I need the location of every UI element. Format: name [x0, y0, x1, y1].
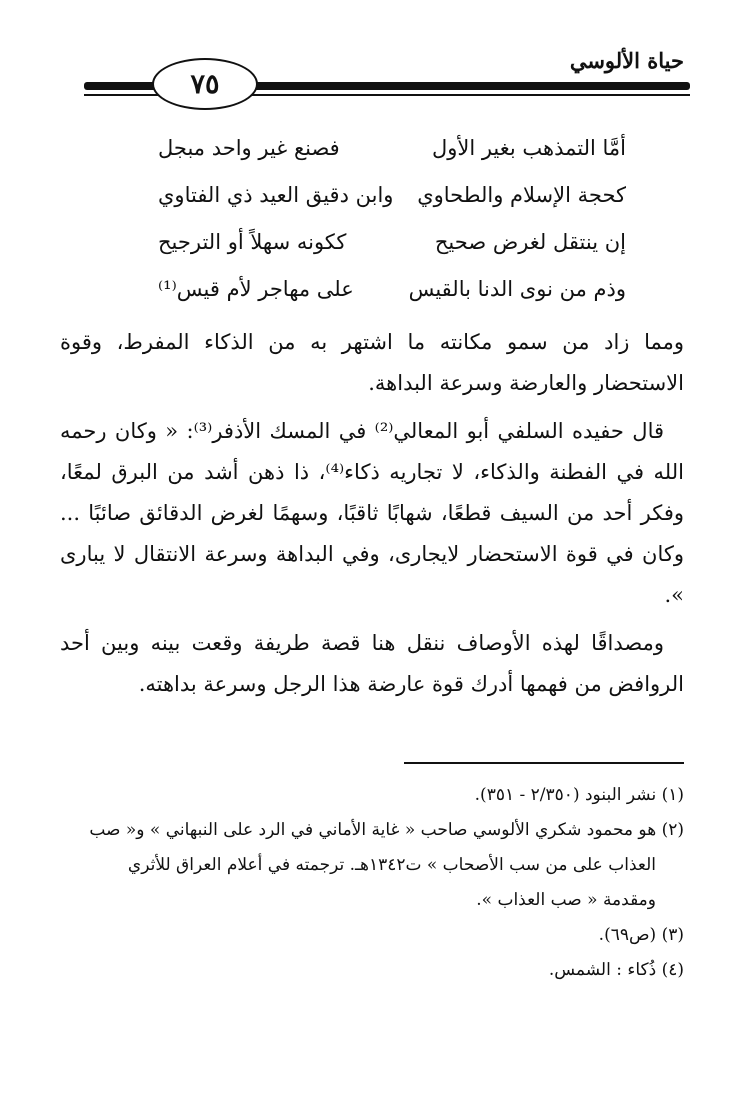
page-number: ٧٥ [152, 58, 258, 110]
verse-line [60, 230, 684, 277]
paragraph: ومما زاد من سمو مكانته ما اشتهر به من الذكاء المفرط، وقوة الاستحضار والعارضة وسرعة البداهة. [60, 330, 684, 395]
verse-line [60, 183, 684, 230]
verse-hemistich-first: أمَّا التمذهب بغير الأول [431, 136, 626, 160]
paragraph: ومصداقًا لهذه الأوصاف ننقل هنا قصة طريفة وقعت بينه وبين أحد الروافض من فهمها أدرك قوة عارضة هذا الرجل وسرعة بداهته. [60, 631, 684, 696]
footnote-2-continuation: ومقدمة « صب العذاب ». [476, 890, 656, 910]
footnote-4: (٤) ذُكاء : الشمس. [548, 960, 684, 980]
verse-hemistich-second: وابن دقيق العيد ذي الفتاوي [158, 183, 394, 207]
verse-hemistich-second: فصنع غير واحد مبجل [158, 136, 340, 160]
verse-hemistich-second: ككونه سهلاً أو الترجيح [158, 230, 347, 254]
verse-hemistich-first: كحجة الإسلام والطحاوي [417, 183, 626, 207]
footnote-separator [404, 762, 684, 764]
paragraph: قال حفيده السلفي أبو المعالي⁽²⁾ في المسك الأذفر⁽³⁾: « وكان رحمه الله في الفطنة والذكاء، لا تجاريه ذكاء⁽⁴⁾، ذا ذهن أشد من البرق لمعًا، وفكر أحد من السيف قطعًا، شهابًا ثاقبًا، وسهمًا لغرض الدقائق صائبًا ... وكان في قوة الاستحضار لايجارى، وفي البداهة وسرعة الانتقال لا يبارى ». [60, 419, 684, 607]
verse-hemistich-second: على مهاجر لأم قيس⁽¹⁾ [158, 277, 354, 301]
verse-line [60, 277, 684, 324]
verse-hemistich-first: إن ينتقل لغرض صحيح [434, 230, 626, 254]
footnote-2-continuation: العذاب على من سب الأصحاب » ت١٣٤٢هـ. ترجمته في أعلام العراق للأثري [127, 855, 656, 875]
footnote-3: (٣) (ص٦٩). [598, 925, 684, 945]
footnote-2: (٢) هو محمود شكري الألوسي صاحب « غاية الأماني في الرد على النبهاني » و« صب [89, 820, 684, 840]
verse-block [60, 136, 684, 324]
verse-hemistich-first: وذم من نوى الدنا بالقيس [408, 277, 626, 301]
footnote-1: (١) نشر البنود (٢/٣٥٠ - ٣٥١). [474, 785, 684, 805]
running-title: حياة الألوسي [569, 48, 684, 73]
footnotes [60, 778, 684, 988]
body-text [60, 322, 684, 705]
verse-line [60, 136, 684, 183]
